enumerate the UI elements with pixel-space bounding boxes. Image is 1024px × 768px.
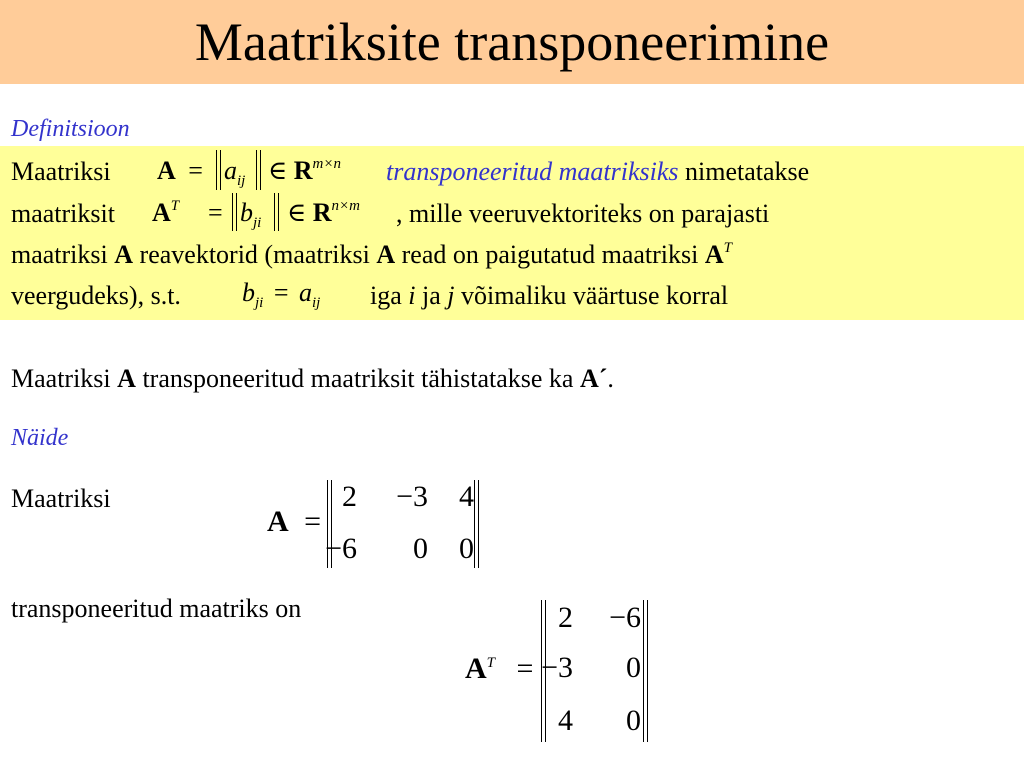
matrix-A-symbol: A (267, 505, 289, 538)
ji-index: ji (255, 295, 264, 311)
a-symbol: a (299, 278, 313, 307)
example-A-lhs (267, 505, 321, 539)
matrix-A-right-bar (474, 480, 479, 568)
matrix-A-symbol: A (465, 652, 487, 685)
matrix-A-cell: 0 (413, 532, 428, 565)
b-symbol: b (242, 278, 255, 307)
element-of-symbol: ∈ (268, 156, 288, 185)
mxn-superscript: m×n (312, 156, 341, 172)
matrix-A-symbol: A (152, 198, 171, 227)
R-symbol: R (312, 198, 332, 227)
norm-bar-left (232, 193, 237, 231)
matrix-A-symbol: A (376, 240, 396, 269)
b-symbol: b (240, 198, 253, 227)
norm-bar-right (256, 150, 261, 190)
def-l1-word: Maatriksi (11, 157, 111, 186)
def-l1-rest (386, 157, 809, 187)
def-l4-rest (370, 281, 728, 311)
def-l1-formula (157, 156, 209, 186)
i-symbol: i (408, 281, 416, 310)
A-prime-symbol: A´ (579, 364, 608, 393)
norm-bar-right (274, 193, 279, 231)
iga-word: iga (370, 281, 402, 310)
def-line-4 (11, 281, 181, 311)
definition-heading: Definitsioon (11, 116, 130, 142)
def-l2-rest: , mille veeruvektoriteks on parajasti (396, 199, 770, 228)
notation-end: . (607, 364, 614, 393)
notation-pre: Maatriksi (11, 364, 111, 393)
j-symbol: j (447, 281, 455, 310)
def-l2-word: maatriksit (11, 199, 115, 228)
T-superscript: T (486, 655, 496, 671)
matrix-AT-cell: 2 (558, 601, 573, 634)
element-of-symbol: ∈ (287, 198, 307, 227)
T-superscript: T (170, 198, 180, 214)
norm-bar-left (216, 150, 221, 190)
slide-title: Maatriksite transponeerimine (194, 12, 830, 72)
def-l1-nimetatakse: nimetatakse (685, 157, 810, 186)
notation-line (11, 364, 614, 394)
def-line-3 (11, 240, 732, 270)
equals-symbol: = (188, 156, 203, 185)
matrix-A-cell: −6 (325, 532, 357, 565)
notation-mid: transponeeritud maatriksit tähistatakse ka (142, 364, 574, 393)
matrix-AT-cell: 0 (626, 704, 641, 737)
matrix-A-symbol: A (157, 156, 176, 185)
def-l4-formula (242, 278, 321, 311)
equals-symbol: = (304, 505, 322, 538)
a-ij (224, 156, 246, 189)
def-line-2 (11, 199, 115, 229)
def-l2-AT (152, 198, 179, 228)
R-symbol: R (293, 156, 313, 185)
equals-symbol: = (273, 278, 289, 307)
b-ji (240, 198, 262, 231)
matrix-AT-cell: −3 (541, 651, 573, 684)
matrix-AT-right-bar (643, 600, 648, 742)
def-l4-a: veergudeks), s.t. (11, 281, 181, 310)
def-line-1 (11, 157, 111, 187)
matrix-A-cell: −3 (396, 480, 428, 513)
def-l1-set (268, 156, 341, 186)
def-l3-b: reavektorid (maatriksi (139, 240, 370, 269)
transposed-label: transponeeritud maatriks on (11, 594, 302, 623)
def-l2-equals: = (208, 198, 223, 227)
matrix-A-cell: 4 (459, 480, 474, 513)
a-symbol: a (224, 156, 237, 185)
ij-index: ij (312, 295, 321, 311)
def-l3-c: read on paigutatud maatriksi (401, 240, 699, 269)
transposed-term: transponeeritud maatriksiks (386, 157, 679, 186)
example-matrix-label: Maatriksi (11, 484, 111, 513)
ja-word: ja (422, 281, 441, 310)
def-l3-a: maatriksi (11, 240, 108, 269)
equals-symbol: = (516, 652, 534, 685)
matrix-AT-cell: 0 (626, 651, 641, 684)
def-l4-end: võimaliku väärtuse korral (461, 281, 729, 310)
matrix-A-symbol: A (114, 240, 134, 269)
matrix-A-symbol: A (704, 240, 724, 269)
matrix-A-cell: 0 (459, 532, 474, 565)
matrix-A-cell: 2 (342, 480, 357, 513)
matrix-A-symbol: A (117, 364, 136, 393)
ji-index: ji (253, 215, 262, 231)
ij-index: ij (237, 173, 246, 189)
example-heading: Näide (11, 425, 69, 451)
matrix-AT-cell: 4 (558, 704, 573, 737)
def-l2-set (287, 198, 360, 228)
T-superscript: T (723, 240, 732, 256)
matrix-AT-cell: −6 (609, 601, 641, 634)
nxm-superscript: n×m (331, 198, 360, 214)
example-AT-lhs (465, 652, 533, 686)
